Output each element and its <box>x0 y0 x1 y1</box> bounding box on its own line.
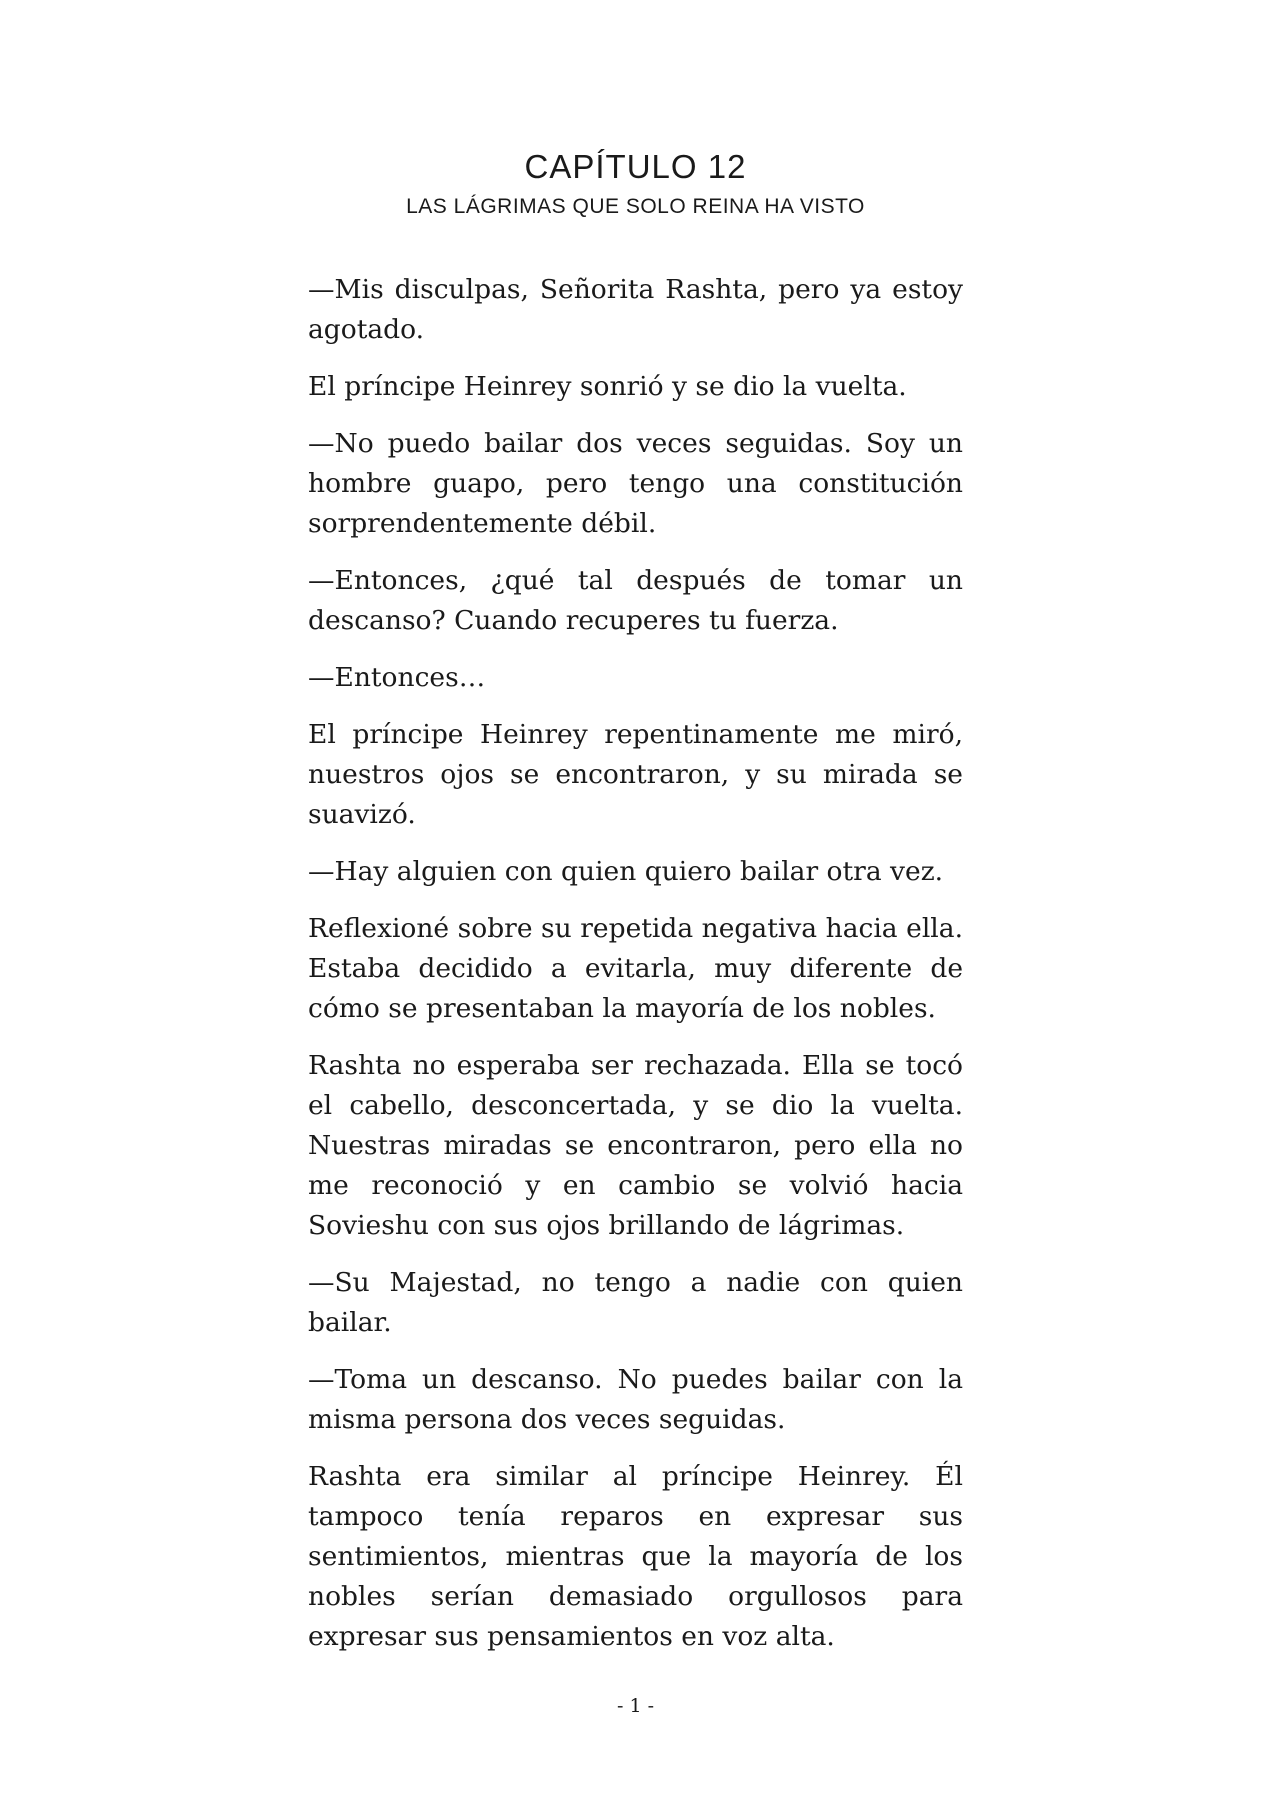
paragraph: —Su Majestad, no tengo a nadie con quien bailar. <box>308 1267 963 1338</box>
chapter-title: CAPÍTULO 12 <box>524 148 747 185</box>
page-number: - 1 - <box>616 1695 654 1717</box>
paragraph: —Entonces… <box>308 662 486 693</box>
paragraph: —Toma un descanso. No puedes bailar con la misma persona dos veces seguidas. <box>308 1364 963 1435</box>
body-text <box>308 270 963 1674</box>
paragraph: —Mis disculpas, Señorita Rashta, pero ya estoy agotado. <box>308 274 963 345</box>
paragraph: —No puedo bailar dos veces seguidas. Soy un hombre guapo, pero tengo una constitución sorprendentemente débil. <box>308 428 963 539</box>
paragraph: Rashta no esperaba ser rechazada. Ella se tocó el cabello, desconcertada, y se dio la vuelta. Nuestras miradas se encontraron, pero ella no me reconoció y en cambio se volvió hacia Sovieshu con sus ojos brillando de lágrimas. <box>308 1050 963 1241</box>
paragraph: Reflexioné sobre su repetida negativa hacia ella. Estaba decidido a evitarla, muy diferente de cómo se presentaban la mayoría de los nobles. <box>308 913 963 1024</box>
paragraph: —Hay alguien con quien quiero bailar otra vez. <box>308 856 944 887</box>
paragraph: El príncipe Heinrey repentinamente me miró, nuestros ojos se encontraron, y su mirada se suavizó. <box>308 719 963 830</box>
chapter-subtitle: LAS LÁGRIMAS QUE SOLO REINA HA VISTO <box>406 195 865 218</box>
paragraph: —Entonces, ¿qué tal después de tomar un descanso? Cuando recuperes tu fuerza. <box>308 565 963 636</box>
paragraph: Rashta era similar al príncipe Heinrey. Él tampoco tenía reparos en expresar sus sentimientos, mientras que la mayoría de los nobles serían demasiado orgullosos para expresar sus pensamientos en voz alta. <box>308 1461 963 1652</box>
paragraph: El príncipe Heinrey sonrió y se dio la vuelta. <box>308 371 907 402</box>
